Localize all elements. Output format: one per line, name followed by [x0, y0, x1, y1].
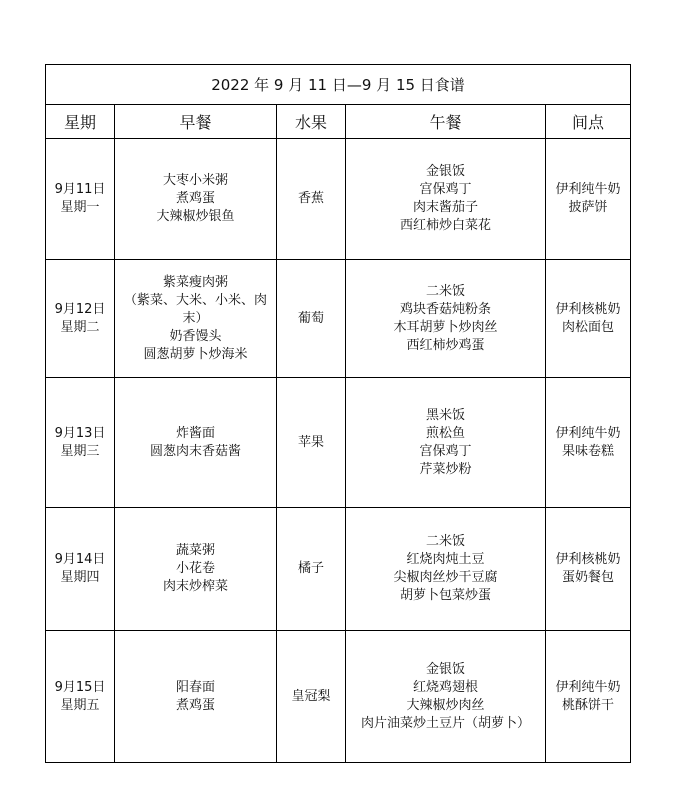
lunch-cell	[346, 631, 546, 763]
snack-item: 伊利核桃奶	[555, 552, 621, 567]
lunch-item: 煎松鱼	[425, 425, 465, 441]
lunch-item: 木耳胡萝卜炒肉丝	[393, 319, 498, 335]
breakfast-cell	[115, 631, 277, 763]
lunch-item: 芹菜炒粉	[419, 461, 472, 477]
lunch-item: 西红柿炒白菜花	[399, 218, 491, 233]
header-snack: 间点	[546, 105, 631, 139]
lunch-item: 鸡块香菇炖粉条	[399, 301, 491, 317]
breakfast-item: 大辣椒炒银鱼	[156, 209, 235, 224]
lunch-item: 肉末酱茄子	[412, 200, 478, 215]
fruit-cell: 皇冠梨	[277, 631, 346, 763]
snack-item: 桃酥饼干	[562, 697, 615, 713]
date-label: 9月14日	[54, 552, 106, 567]
breakfast-item: 紫菜瘦肉粥	[162, 274, 228, 290]
date-label: 9月13日	[54, 425, 106, 441]
fruit-cell: 苹果	[277, 378, 346, 508]
snack-item: 伊利纯牛奶	[555, 182, 621, 197]
weekday-label: 星期一	[60, 200, 100, 215]
lunch-item: 红烧肉炖土豆	[406, 552, 485, 567]
snack-item: 伊利核桃奶	[555, 301, 621, 317]
breakfast-cell	[115, 260, 277, 378]
day-cell	[46, 631, 115, 763]
snack-item: 伊利纯牛奶	[555, 679, 621, 695]
breakfast-item: 末）	[182, 310, 209, 326]
lunch-item: 红烧鸡翅根	[412, 679, 478, 695]
header-weekday: 星期	[46, 105, 115, 139]
table-row	[46, 378, 631, 508]
breakfast-item: 煮鸡蛋	[175, 697, 215, 713]
lunch-cell	[346, 139, 546, 260]
breakfast-item: 煮鸡蛋	[175, 191, 215, 206]
menu-title: 2022 年 9 月 11 日—9 月 15 日食谱	[46, 65, 631, 105]
breakfast-cell	[115, 139, 277, 260]
lunch-cell	[346, 260, 546, 378]
table-row	[46, 139, 631, 260]
breakfast-item: （紫菜、大米、小米、肉	[123, 292, 267, 308]
snack-item: 披萨饼	[568, 200, 608, 215]
snack-item: 果味卷糕	[562, 443, 615, 459]
lunch-item: 大辣椒炒肉丝	[406, 697, 485, 713]
weekday-label: 星期二	[60, 319, 100, 335]
lunch-item: 二米饭	[425, 534, 465, 549]
weekday-label: 星期三	[60, 443, 100, 459]
weekday-label: 星期五	[60, 697, 100, 713]
date-label: 9月15日	[54, 679, 106, 695]
breakfast-item: 大枣小米粥	[162, 173, 228, 188]
breakfast-item: 圆葱胡萝卜炒海米	[143, 346, 248, 362]
lunch-item: 金银饭	[425, 661, 465, 677]
fruit-cell: 香蕉	[277, 139, 346, 260]
snack-cell	[546, 631, 631, 763]
day-cell	[46, 139, 115, 260]
date-label: 9月11日	[54, 182, 106, 197]
weekday-label: 星期四	[60, 570, 100, 585]
lunch-item: 二米饭	[425, 283, 465, 299]
breakfast-cell	[115, 378, 277, 508]
breakfast-item: 奶香馒头	[169, 328, 222, 344]
header-fruit: 水果	[277, 105, 346, 139]
lunch-item: 宫保鸡丁	[419, 182, 472, 197]
fruit-cell: 橘子	[277, 508, 346, 631]
lunch-cell	[346, 508, 546, 631]
lunch-item: 金银饭	[425, 164, 465, 179]
breakfast-item: 蔬菜粥	[175, 543, 215, 558]
snack-cell	[546, 260, 631, 378]
lunch-item: 宫保鸡丁	[419, 443, 472, 459]
breakfast-cell	[115, 508, 277, 631]
menu-table	[45, 64, 631, 763]
lunch-item: 黑米饭	[425, 407, 465, 423]
snack-cell	[546, 139, 631, 260]
snack-cell	[546, 378, 631, 508]
table-row	[46, 508, 631, 631]
lunch-item: 胡萝卜包菜炒蛋	[399, 588, 491, 603]
fruit-cell: 葡萄	[277, 260, 346, 378]
date-label: 9月12日	[54, 301, 106, 317]
breakfast-item: 炸酱面	[175, 425, 215, 441]
lunch-cell	[346, 378, 546, 508]
day-cell	[46, 508, 115, 631]
table-row	[46, 260, 631, 378]
breakfast-item: 小花卷	[175, 561, 215, 576]
snack-item: 肉松面包	[562, 319, 615, 335]
lunch-item: 西红柿炒鸡蛋	[406, 337, 485, 353]
breakfast-item: 圆葱肉末香菇酱	[149, 443, 241, 459]
snack-cell	[546, 508, 631, 631]
lunch-item: 肉片油菜炒土豆片（胡萝卜）	[360, 715, 530, 731]
day-cell	[46, 260, 115, 378]
day-cell	[46, 378, 115, 508]
snack-item: 蛋奶餐包	[562, 570, 615, 585]
snack-item: 伊利纯牛奶	[555, 425, 621, 441]
breakfast-item: 阳春面	[175, 679, 215, 695]
header-lunch: 午餐	[346, 105, 546, 139]
lunch-item: 尖椒肉丝炒干豆腐	[393, 570, 498, 585]
table-row	[46, 631, 631, 763]
header-breakfast: 早餐	[115, 105, 277, 139]
breakfast-item: 肉末炒榨菜	[162, 579, 228, 594]
